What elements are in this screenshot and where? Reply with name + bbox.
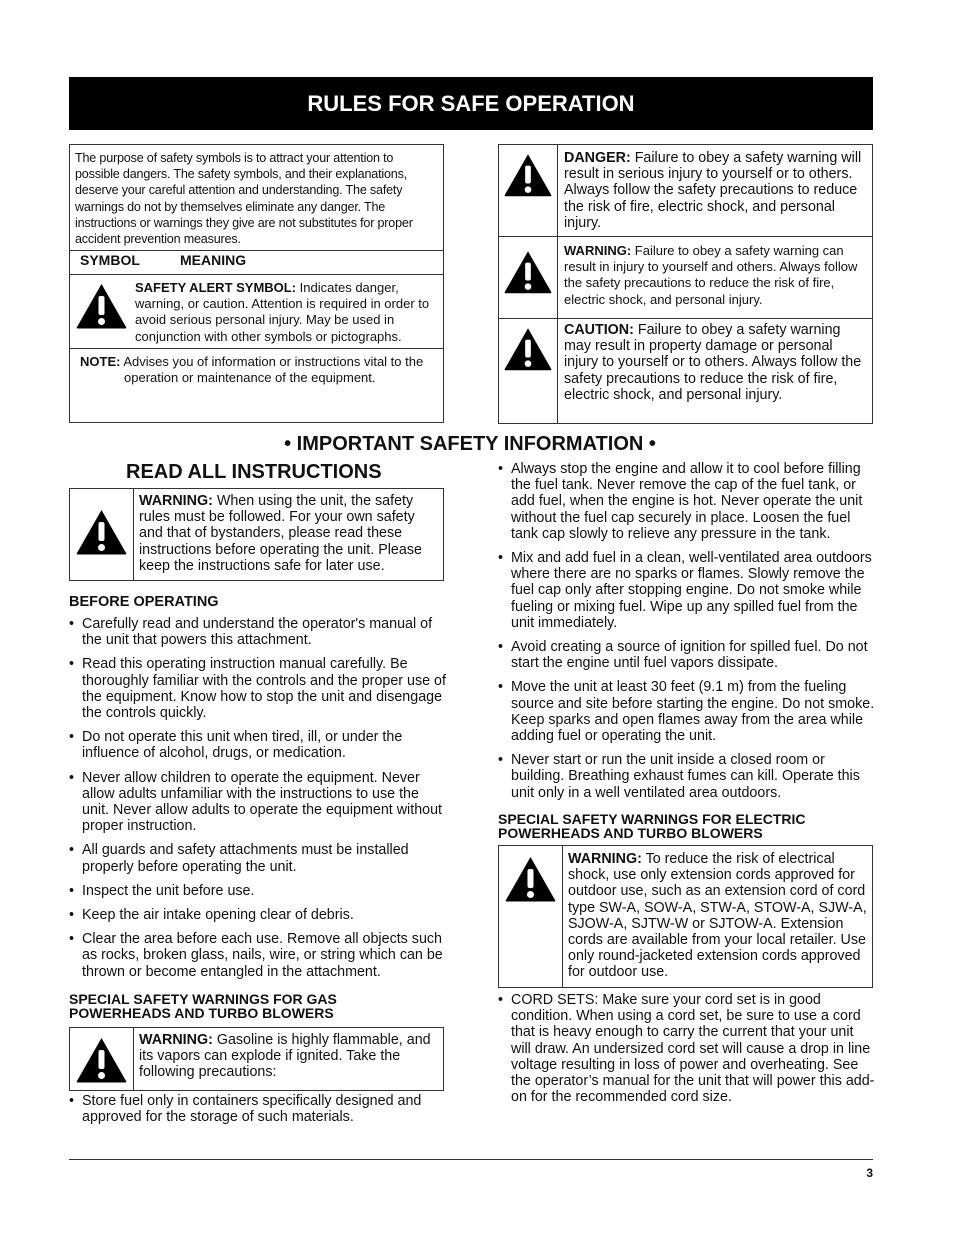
important-heading: • IMPORTANT SAFETY INFORMATION • — [284, 433, 656, 455]
symbols-intro: The purpose of safety symbols is to attract your attention to possible dangers. The safety symbols, and their explanations, deserve your careful attention and understanding. The safety warnings do not by themselves eliminate any danger. The instructions or warnings they give are not substitutes for proper accident prevention measures. — [75, 151, 413, 247]
list-item: • Read this operating instruction manual carefully. Be thoroughly familiar with the controls and the proper use of the equipment. Know how to stop the unit and disengage the controls quickly. — [69, 656, 447, 721]
warning-alert-icon — [504, 855, 557, 903]
fuel-precautions-list — [498, 461, 876, 809]
footer-rule — [69, 1159, 873, 1160]
electric-warnings-heading: SPECIAL SAFETY WARNINGS FOR ELECTRIC POWERHEADS AND TURBO BLOWERS — [498, 811, 806, 841]
cord-sets-list — [498, 992, 876, 1113]
warning-text: WARNING: Failure to obey a safety warning can result in injury to yourself and others. Always follow the safety precautions to reduce the risk of fire, electric shock, and personal injury. — [564, 243, 858, 307]
warning-alert-icon — [75, 508, 128, 556]
note-text: NOTE: Advises you of information or instructions vital to the operation or maintenance of the equipment. — [80, 354, 424, 386]
list-item: • Move the unit at least 30 feet (9.1 m) from the fueling source and site before starting the engine. Do not smoke. Keep sparks and open flames away from the area while adding fuel or operating the unit. — [498, 679, 876, 744]
col-meaning: MEANING — [180, 252, 247, 268]
list-item: • Keep the air intake opening clear of debris. — [69, 907, 447, 923]
caution-alert-icon — [503, 326, 553, 372]
danger-alert-icon — [503, 152, 553, 198]
before-operating-list — [69, 616, 447, 988]
read-heading: READ ALL INSTRUCTIONS — [126, 461, 382, 483]
list-item: • CORD SETS: Make sure your cord set is in good condition. When using a cord set, be sure to use a cord that is heavy enough to carry the current that your unit will draw. An undersized cord set will cause a drop in line voltage resulting in loss of power and overheating. See the operator’s manual for the unit that will power this add-on for the recommended cord size. — [498, 992, 876, 1105]
gas-warnings-heading: SPECIAL SAFETY WARNINGS FOR GAS POWERHEADS AND TURBO BLOWERS — [69, 991, 337, 1021]
danger-text: DANGER: Failure to obey a safety warning will result in serious injury to yourself or to others. Always follow the safety precautions to reduce the risk of fire, electric shock, and personal injury. — [564, 150, 862, 231]
list-item: • Store fuel only in containers specifically designed and approved for the storage of such materials. — [69, 1093, 447, 1125]
page-banner: RULES FOR SAFE OPERATION — [69, 77, 873, 130]
safety-alert-text: SAFETY ALERT SYMBOL: Indicates danger, warning, or caution. Attention is required in order to avoid serious personal injury. May be used in conjunction with other symbols or pictographs. — [135, 280, 430, 344]
list-item: • Inspect the unit before use. — [69, 883, 447, 899]
list-item: • Carefully read and understand the operator's manual of the unit that powers this attachment. — [69, 616, 447, 648]
warning-alert-icon — [503, 249, 553, 295]
list-item: • Avoid creating a source of ignition for spilled fuel. Do not start the engine until fuel vapors dissipate. — [498, 639, 876, 671]
list-item: • Never start or run the unit inside a closed room or building. Breathing exhaust fumes can kill. Operate this unit only in a well ventilated area outdoors. — [498, 752, 876, 801]
gas-warning-text: WARNING: Gasoline is highly flammable, and its vapors can explode if ignited. Take the following precautions: — [139, 1032, 431, 1081]
list-item: • Clear the area before each use. Remove all objects such as rocks, broken glass, nails, wire, or string which can be thrown or become entangled in the attachment. — [69, 931, 447, 980]
gas-warning-box — [69, 1027, 444, 1091]
gas-precautions-list — [69, 1093, 447, 1133]
list-item: • Do not operate this unit when tired, ill, or under the influence of alcohol, drugs, or medication. — [69, 729, 447, 761]
before-operating-heading: BEFORE OPERATING — [69, 594, 219, 610]
signal-words-table — [498, 144, 873, 424]
warning-alert-icon — [75, 1036, 128, 1084]
symbols-table — [69, 144, 444, 423]
list-item: • Mix and add fuel in a clean, well-ventilated area outdoors where there are no sparks or flames. Slowly remove the fuel cap only after stopping engine. Do not smoke while fueling or mixing fuel. Wipe up any spilled fuel from the unit immediately. — [498, 550, 876, 631]
safety-alert-icon — [75, 282, 128, 330]
col-symbol: SYMBOL — [80, 252, 140, 268]
electric-warning-box — [498, 845, 873, 988]
list-item: • All guards and safety attachments must be installed properly before operating the unit. — [69, 842, 447, 874]
read-warning-text: WARNING: When using the unit, the safety rules must be followed. For your own safety and that of bystanders, please read these instructions before operating the unit. Please keep the instructions safe for later use. — [139, 493, 422, 574]
caution-text: CAUTION: Failure to obey a safety warning may result in property damage or personal injury to yourself or to others. Always follow the safety precautions to reduce the risk of fire, electric shock, and personal injury. — [564, 322, 862, 403]
list-item: • Always stop the engine and allow it to cool before filling the fuel tank. Never remove the cap of the fuel tank, or add fuel, when the engine is hot. Never operate the unit without the fuel cap securely in place. Loosen the fuel tank cap slowly to relieve any pressure in the tank. — [498, 461, 876, 542]
electric-warning-text: WARNING: To reduce the risk of electrical shock, use only extension cords approved for outdoor use, such as an extension cord of cord type SW-A, SOW-A, STW-A, STOW-A, SJW-A, SJOW-A, SJTW-W or SJTOW-A. Extension cords are available from your local retailer. Use only round-jacketed extension cords approved for outdoor use. — [568, 851, 867, 981]
read-warning-box — [69, 488, 444, 581]
list-item: • Never allow children to operate the equipment. Never allow adults unfamiliar with the instructions to use the unit. Never allow adults to operate the equipment without proper instruction. — [69, 770, 447, 835]
page-number: 3 — [866, 1166, 873, 1180]
